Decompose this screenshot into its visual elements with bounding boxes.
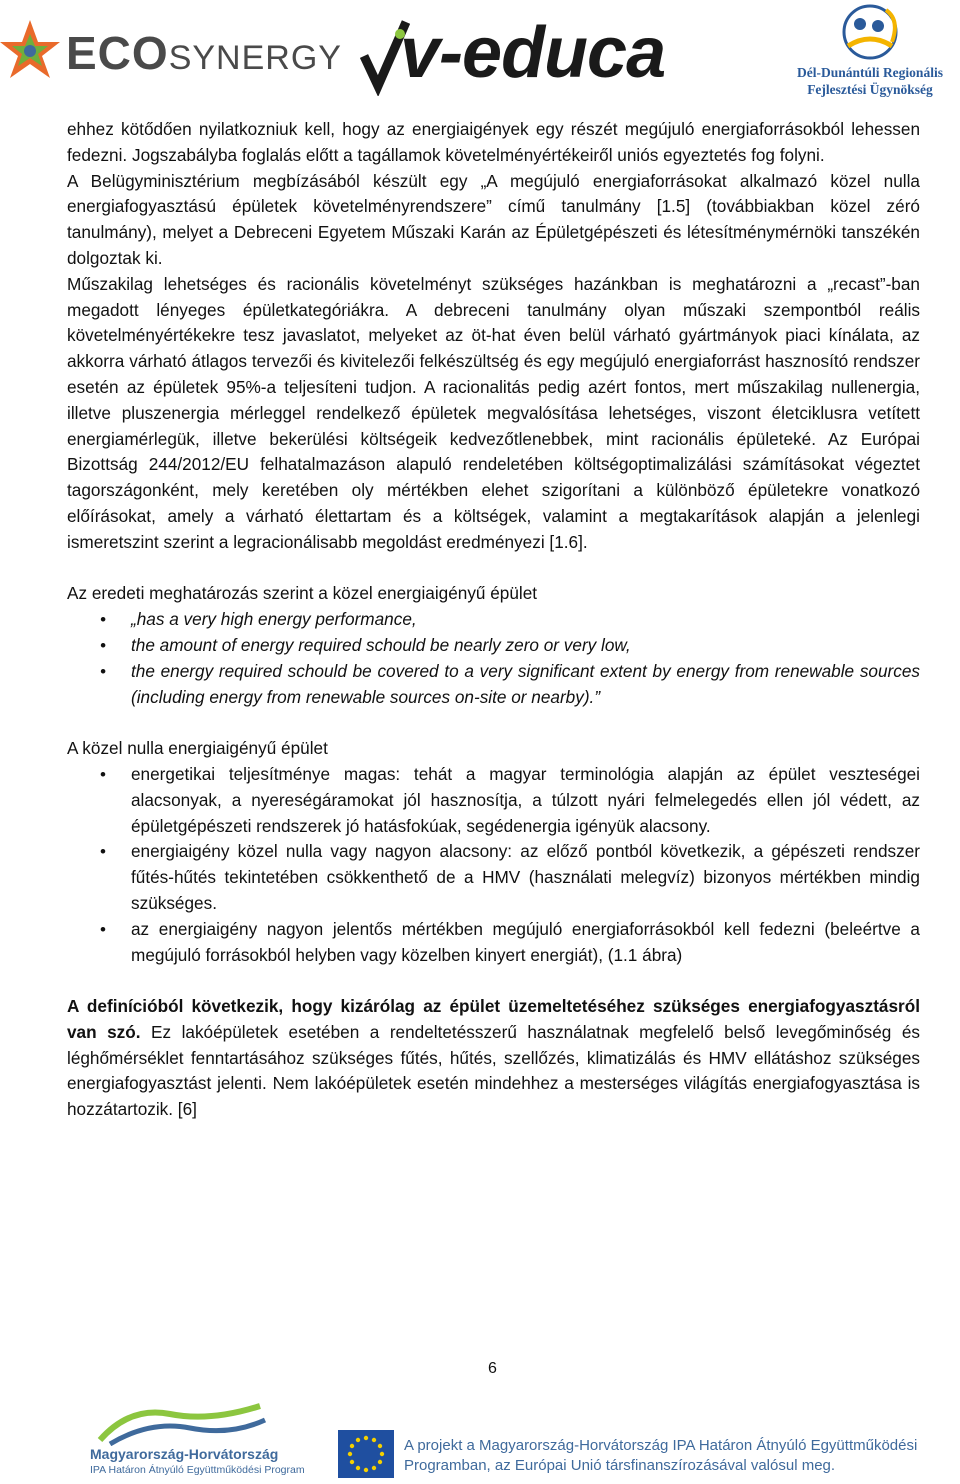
conclusion-text: Ez lakóépületek esetében a rendeltetésszerű használatnak megfelelő belső levegőminőség és léghőmérséklet fenntartásához szükséges fűtés, hűtés, szellőzés, klimatizálás és HMV ellátáshoz szükséges energiafogyasztást jelenti. Nem lakóépületek esetén mindehhez a mesterséges világítás energiafogyasztása is hozzátartozik. [6] [67,1021,920,1120]
bullet-icon: • [100,661,106,681]
bullet-icon: • [100,842,106,862]
paragraph-conclusion [67,994,920,1123]
ecosynergy-logo [0,12,342,92]
list-item-text: „has a very high energy performance, [131,609,417,630]
list-item [67,917,920,969]
list-item [67,762,920,839]
hu-hr-program-logo [90,1400,310,1484]
program-subtitle: IPA Határon Átnyúló Együttműködési Program [90,1464,305,1476]
paragraph-intro: ehhez kötődően nyilatkozniuk kell, hogy az energiaigények egy részét megújuló energiaforrásokból lehessen fedezni. Jogszabályba foglalás előtt a tagállamok követelményértékeiről uniós egyeztetés fog folyni. [67,119,920,165]
conclusion-bold-text: A definícióból következik, hogy kizárólag az épület üzemeltetéséhez szükséges energiafogyasztásról van szó. [67,996,920,1042]
paragraph-study: A Belügyminisztérium megbízásából készült egy „A megújuló energiaforrásokat alkalmazó közel nulla energiafogyasztású épületek követelményrendszere” című tanulmány [1.5] (továbbiakban közel zéró tanulmány), melyet a Debreceni Egyetem Műszaki Karán az Épületgépészeti és létesítménymérnöki tanszékén dolgoztak ki. [67,170,920,268]
ecosynergy-star-icon [0,16,66,86]
veduca-logo [360,8,730,98]
paragraph-rationale: Műszakilag lehetséges és racionális követelményt szükséges hazánkban is meghatározni a „recast”-ban megadott lényeges épületkategóriákra. A debreceni tanulmány olyan műszaki szempontból reális követelményértékekre tesz javaslatot, melyeket az öt-hat éven belül várható gyártmányok piaci kínálata, az akkorra várható átlagos tervezői és kivitelezői felkészültség és egy megújuló energiaforrást hasznosító rendszer esetén az épületek 95%-a teljesíteni tudjon. A racionalitás pedig azért fontos, mert műszakilag nullenergia, illetve pluszenergia mérleggel rendelkező épületek megvalósítása lehetséges, viszont életciklusra vetített energiamérlegük, illetve bekerülési költségeik kedvezőtlenebbek, mint racionális épületeké. Az Európai Bizottság 244/2012/EU felhatalmazáson alapuló rendeletében költségoptimalizálási számításokat végeztet tagországonként, mely keretében oly mértékben elehet szigorítani a különböző épületekre vonatkozó előírásokat, amely a várható élettartam és a költségek, valamint a megtakarítások alapján a jelenlegi ismeretszint szerint a legracionálisabb megoldást eredményezi [1.6]. [67,273,920,552]
list-item-text: the energy required schould be covered to a very significant extent by energy from renewable sources (including energy from renewable sources on-site or nearby).” [131,660,920,707]
nzeb-properties-list [67,762,920,968]
section-title-original-definition: Az eredeti meghatározás szerint a közel energiaigényű épület [67,583,538,604]
funding-statement-line2: Programban, az Európai Unió társfinanszírozásával valósul meg. [404,1457,836,1474]
bullet-icon: • [100,610,106,630]
ddrfu-logo [780,0,960,108]
ddrfu-logo-line1: Dél-Dunántúli Regionális [797,65,943,80]
hu-hr-map-icon [90,1400,270,1446]
document-body [67,117,920,1123]
list-item [67,659,920,711]
ddrfu-emblem-icon [830,2,910,66]
bullet-icon: • [100,635,106,655]
list-item-text: the amount of energy required schould be nearly zero or very low, [131,634,631,655]
list-item [67,633,920,659]
eu-flag-icon [338,1430,394,1478]
original-definition-list [67,607,920,710]
list-item-text: energiaigény közel nulla vagy nagyon alacsony: az előző pontból következik, a gépészeti rendszer fűtés-hűtés tekintetében csökkenthető de a HMV (használati melegvíz) bizonyos mértékben mindig szükséges. [131,841,920,913]
list-item-text: az energiaigény nagyon jelentős mértékben megújuló energiaforrásokból kell fedezni (beleértve a megújuló forrásokból helyben vagy közelben kinyert energiát), (1.1 ábra) [131,918,920,965]
list-item [67,607,920,633]
veduca-logo-text: v-educa [400,13,666,93]
funding-statement-line1: A projekt a Magyarország-Horvátország IPA Határon Átnyúló Együttműködési [404,1437,918,1454]
ecosynergy-logo-main: ECO [66,27,169,79]
bullet-icon: • [100,919,106,939]
program-title: Magyarország-Horvátország [90,1446,279,1462]
funding-statement [404,1436,917,1476]
page-footer [0,1400,960,1484]
section-title-nzeb: A közel nulla energiaigényű épület [67,738,328,759]
list-item [67,839,920,916]
page-number: 6 [488,1360,497,1377]
ecosynergy-logo-sub: SYNERGY [168,39,342,77]
ddrfu-logo-line2: Fejlesztési Ügynökség [807,82,933,97]
bullet-icon: • [100,764,106,784]
list-item-text: energetikai teljesítménye magas: tehát a magyar terminológia alapján az épület veszteségei alacsonyak, a nyereségáramokat jól hasznosítja, a túlzott nyári felmelegedés ellen jól védett, az épületgépészeti rendszerek jó hatásfokúak, segédenergia igényük alacsony. [131,763,920,836]
page-header [0,0,960,110]
